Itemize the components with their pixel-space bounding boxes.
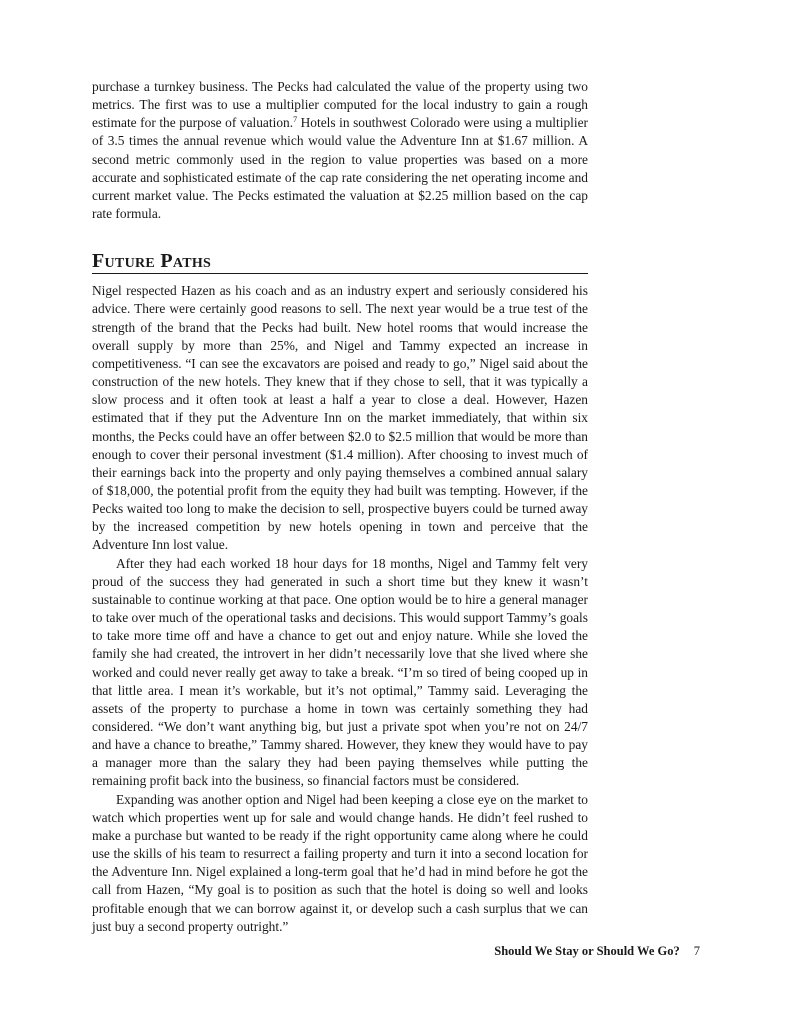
running-title: Should We Stay or Should We Go?: [494, 944, 680, 958]
body-paragraph-2: After they had each worked 18 hour days for 18 months, Nigel and Tammy felt very proud of the success they had generated in such a short time but they knew it wasn’t sustainable to continue working at that pace. One option would be to hire a general manager to take over much of the operational tasks and decisions. This would support Tammy’s goals to take more time off and have a chance to get out and enjoy nature. While she loved the family she had created, the introvert in her didn’t necessarily love that she lived where she worked and could never really get away to take a break. “I’m so tired of being cooped up in that little area. I mean it’s workable, but it’s not optimal,” Tammy said. Leveraging the assets of the property to purchase a home in town was certainly something they had considered. “We don’t want anything big, but just a private spot when you’re not on 24/7 and have a chance to breathe,” Tammy shared. However, they knew they would have to pay a manager more than the salary they had been paying themselves while putting the remaining profit back into the business, so financial factors must be considered.: [92, 555, 588, 789]
body-paragraph-3: Expanding was another option and Nigel had been keeping a close eye on the market to watch which properties went up for sale and would change hands. He didn’t feel rushed to make a purchase but wanted to be ready if the right opportunity came along where he could use the skills of his team to resurrect a failing property and turn it into a second location for the Adventure Inn. Nigel explained a long-term goal that he’d had in mind before he got the call from Hazen, “My goal is to position as such that the hotel is doing so well and looks profitable enough that we can borrow against it, or develop such a cash surplus that we can just buy a second property outright.”: [92, 791, 588, 934]
body-paragraph-1: Nigel respected Hazen as his coach and as an industry expert and seriously considered his advice. There were certainly good reasons to sell. The next year would be a true test of the strength of the brand that the Pecks had built. New hotel rooms that would increase the overall supply by more than 25%, and Nigel and Tammy expected an increase in competitiveness. “I can see the excavators are poised and ready to go,” Nigel said about the construction of the new hotels. They knew that if they chose to sell, that it was typically a slow process and it often took at least a half a year to close a deal. However, Hazen estimated that if they put the Adventure Inn on the market immediately, that within six months, the Pecks could have an offer between $2.0 to $2.5 million that would be more than enough to cover their personal investment ($1.4 million). After choosing to invest much of their earnings back into the property and only paying themselves a combined annual salary of $18,000, the potential profit from the equity they had built was tempting. However, if the Pecks waited too long to make the decision to sell, prospective buyers could be turned away by the increased competition by new hotels opening in town and perceive that the Adventure Inn lost value.: [92, 283, 588, 553]
page-body: [92, 78, 588, 936]
page-number: 7: [693, 944, 700, 958]
intro-text-part2: Hotels in southwest Colorado were using a multiplier of 3.5 times the annual revenue which would value the Adventure Inn at $1.67 million. A second metric commonly used in the region to value properties was based on a more accurate and sophisticated estimate of the cap rate considering the net operating income and current market value. The Pecks estimated the valuation at $2.25 million based on the cap rate formula.: [92, 115, 589, 222]
intro-paragraph: [92, 78, 588, 223]
footnote-reference[interactable]: 7: [293, 115, 298, 125]
page-footer: [480, 944, 700, 959]
intro-text-part1: purchase a turnkey business. The Pecks had calculated the value of the property using two metrics. The first was to use a multiplier computed for the local industry to gain a rough estimate for the purpose of valuation.: [92, 79, 588, 131]
section-heading: Future Paths: [92, 250, 588, 274]
